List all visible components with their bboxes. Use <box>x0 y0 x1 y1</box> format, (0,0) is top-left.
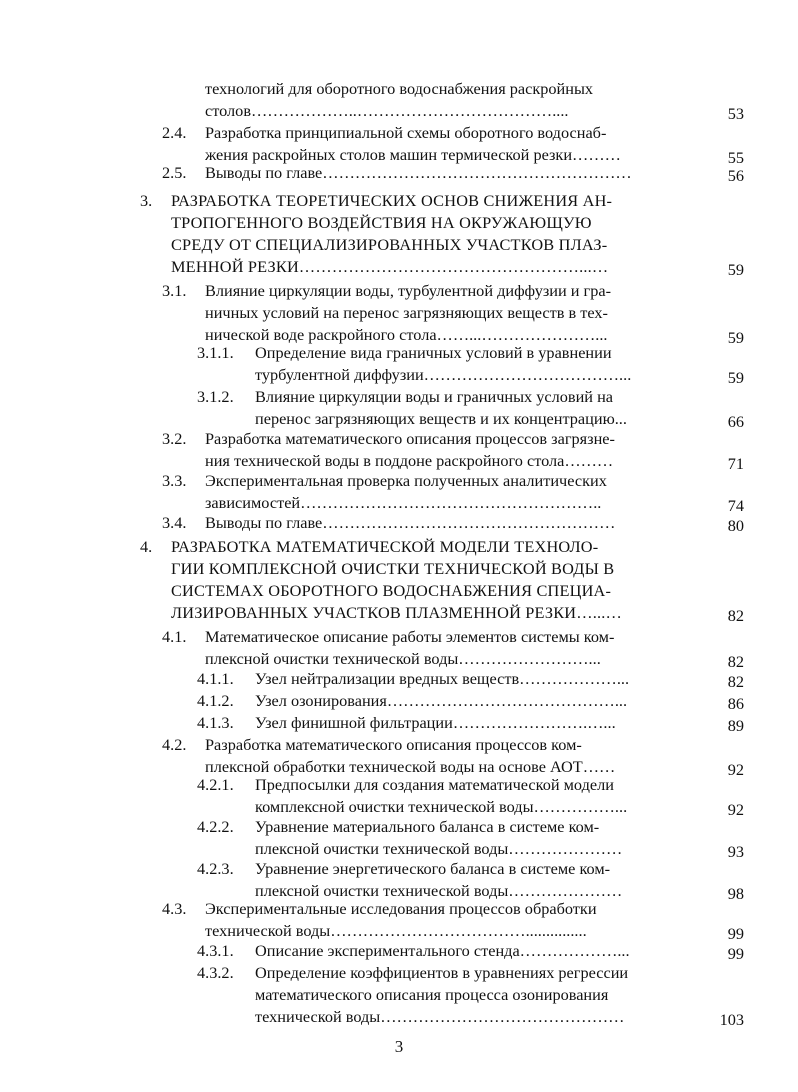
toc-entry-number: 4.2.2. <box>197 817 234 836</box>
toc-entry-text: нической воде раскройного стола……...…………………... <box>205 325 608 344</box>
toc-entry-number: 3.1.2. <box>197 387 234 406</box>
toc-page-number: 99 <box>727 924 744 943</box>
toc-entry-number: 2.4. <box>162 123 187 142</box>
toc-entry-text: СИСТЕМАХ ОБОРОТНОГО ВОДОСНАБЖЕНИЯ СПЕЦИА- <box>171 581 612 600</box>
toc-page-number: 66 <box>727 412 744 431</box>
toc-entry-text: Определение коэффициентов в уравнениях регрессии <box>255 963 629 982</box>
toc-page-number: 80 <box>727 516 744 535</box>
toc-entry-text: Выводы по главе………………………………………………… <box>205 163 632 182</box>
toc-entry-text: плексной очистки технической воды………………… <box>255 881 623 900</box>
toc-page-number: 89 <box>727 716 744 735</box>
toc-entry-text: плексной обработки технической воды на основе АОТ…… <box>205 757 616 776</box>
toc-page-number: 82 <box>727 652 744 671</box>
toc-entry-number: 4.1.3. <box>197 713 234 732</box>
toc-entry-number: 4.2.1. <box>197 775 234 794</box>
toc-entry-text: зависимостей……………………………………………….. <box>205 493 602 512</box>
toc-entry-text: Предпосылки для создания математической модели <box>255 775 614 794</box>
toc-entry-number: 3.2. <box>162 429 187 448</box>
toc-entry-text: ЛИЗИРОВАННЫХ УЧАСТКОВ ПЛАЗМЕННОЙ РЕЗКИ…...… <box>171 603 623 622</box>
toc-entry-text: комплексной очистки технической воды……………... <box>255 797 628 816</box>
toc-page-number: 98 <box>727 884 744 903</box>
toc-entry-text: Экспериментальная проверка полученных аналитических <box>205 471 607 490</box>
toc-entry-text: Разработка принципиальной схемы оборотного водоснаб- <box>205 123 607 142</box>
toc-page-number: 103 <box>719 1010 744 1029</box>
toc-page-number: 92 <box>727 800 744 819</box>
toc-entry-text: плексной очистки технической воды………………… <box>255 839 623 858</box>
toc-entry-number: 4.1.2. <box>197 691 234 710</box>
toc-page-number: 59 <box>727 260 744 279</box>
toc-entry-text: Выводы по главе……………………………………………… <box>205 513 616 532</box>
toc-entry-text: Влияние циркуляции воды и граничных условий на <box>255 387 614 406</box>
toc-entry-text: Математическое описание работы элементов системы ком- <box>205 627 615 646</box>
toc-entry-number: 4.1.1. <box>197 669 234 688</box>
toc-page-number: 92 <box>727 760 744 779</box>
toc-entry-text: Уравнение энергетического баланса в системе ком- <box>255 859 611 878</box>
toc-page-number: 59 <box>727 328 744 347</box>
toc-entry-text: ТРОПОГЕННОГО ВОЗДЕЙСТВИЯ НА ОКРУЖАЮЩУЮ <box>171 213 592 232</box>
toc-page-number: 86 <box>727 694 744 713</box>
toc-entry-text: математического описания процесса озонирования <box>255 985 609 1004</box>
toc-entry-number: 3.3. <box>162 471 187 490</box>
toc-entry-text: РАЗРАБОТКА ТЕОРЕТИЧЕСКИХ ОСНОВ СНИЖЕНИЯ АН- <box>171 191 613 210</box>
toc-entry-number: 2.5. <box>162 163 187 182</box>
toc-entry-number: 4.2.3. <box>197 859 234 878</box>
toc-entry-number: 4.3. <box>162 899 187 918</box>
toc-entry-text: перенос загрязняющих веществ и их концентрацию... <box>255 409 627 428</box>
toc-entry-number: 4.2. <box>162 735 187 754</box>
toc-entry-text: ГИИ КОМПЛЕКСНОЙ ОЧИСТКИ ТЕХНИЧЕСКОЙ ВОДЫ В <box>171 559 615 578</box>
toc-entry-text: Разработка математического описания процессов ком- <box>205 735 582 754</box>
toc-entry-number: 4. <box>140 537 153 556</box>
toc-entry-text: Описание экспериментального стенда………………... <box>255 941 630 960</box>
toc-entry-text: Определение вида граничных условий в уравнении <box>255 343 612 362</box>
toc-entry-text: Уравнение материального баланса в системе ком- <box>255 817 600 836</box>
toc-page-number: 93 <box>727 842 744 861</box>
toc-entry-text: МЕННОЙ РЕЗКИ……………………………………………...… <box>171 257 609 276</box>
toc-page-number: 53 <box>727 104 744 123</box>
toc-entry-number: 3.1. <box>162 281 187 300</box>
toc-entry-text: Узел озонирования……………………………………... <box>255 691 628 710</box>
toc-page-number: 56 <box>727 166 744 185</box>
toc-entry-text: столов………………..……………………………….... <box>205 101 569 120</box>
toc-entry-text: плексной очистки технической воды……………………... <box>205 649 601 668</box>
toc-entry-text: ничных условий на перенос загрязняющих веществ в тех- <box>205 303 608 322</box>
toc-entry-text: Узел нейтрализации вредных веществ………………... <box>255 669 630 688</box>
toc-entry-text: Экспериментальные исследования процессов обработки <box>205 899 597 918</box>
toc-entry-text: Разработка математического описания процессов загрязне- <box>205 429 615 448</box>
toc-entry-text: Влияние циркуляции воды, турбулентной диффузии и гра- <box>205 281 612 300</box>
toc-page-number: 82 <box>727 606 744 625</box>
toc-entry-number: 3.1.1. <box>197 343 234 362</box>
toc-entry-text: РАЗРАБОТКА МАТЕМАТИЧЕСКОЙ МОДЕЛИ ТЕХНОЛО- <box>171 537 599 556</box>
toc-page-number: 99 <box>727 944 744 963</box>
toc-entry-number: 3. <box>140 191 153 210</box>
toc-page-number: 74 <box>727 496 744 515</box>
toc-page-number: 82 <box>727 672 744 691</box>
toc-entry-number: 4.3.2. <box>197 963 234 982</box>
toc-page-number: 71 <box>727 454 744 473</box>
toc-entry-text: технологий для оборотного водоснабжения раскройных <box>205 79 594 98</box>
toc-entry-text: технической воды………………………………............... <box>205 921 587 940</box>
toc-entry-text: ния технической воды в поддоне раскройного стола……… <box>205 451 614 470</box>
toc-entry-text: жения раскройных столов машин термической резки……… <box>205 145 621 164</box>
toc-entry-number: 4.1. <box>162 627 187 646</box>
toc-entry-text: технической воды……………………………………… <box>255 1007 625 1026</box>
toc-entry-number: 4.3.1. <box>197 941 234 960</box>
page-number: 3 <box>394 1037 404 1056</box>
toc-entry-text: СРЕДУ ОТ СПЕЦИАЛИЗИРОВАННЫХ УЧАСТКОВ ПЛАЗ- <box>171 235 608 254</box>
toc-entry-text: Узел финишной фильтрации…………………….…... <box>255 713 616 732</box>
toc-page-number: 59 <box>727 368 744 387</box>
toc-entry-text: турбулентной диффузии………………………………... <box>255 365 632 384</box>
toc-entry-number: 3.4. <box>162 513 187 532</box>
toc-page-number: 55 <box>727 148 744 167</box>
